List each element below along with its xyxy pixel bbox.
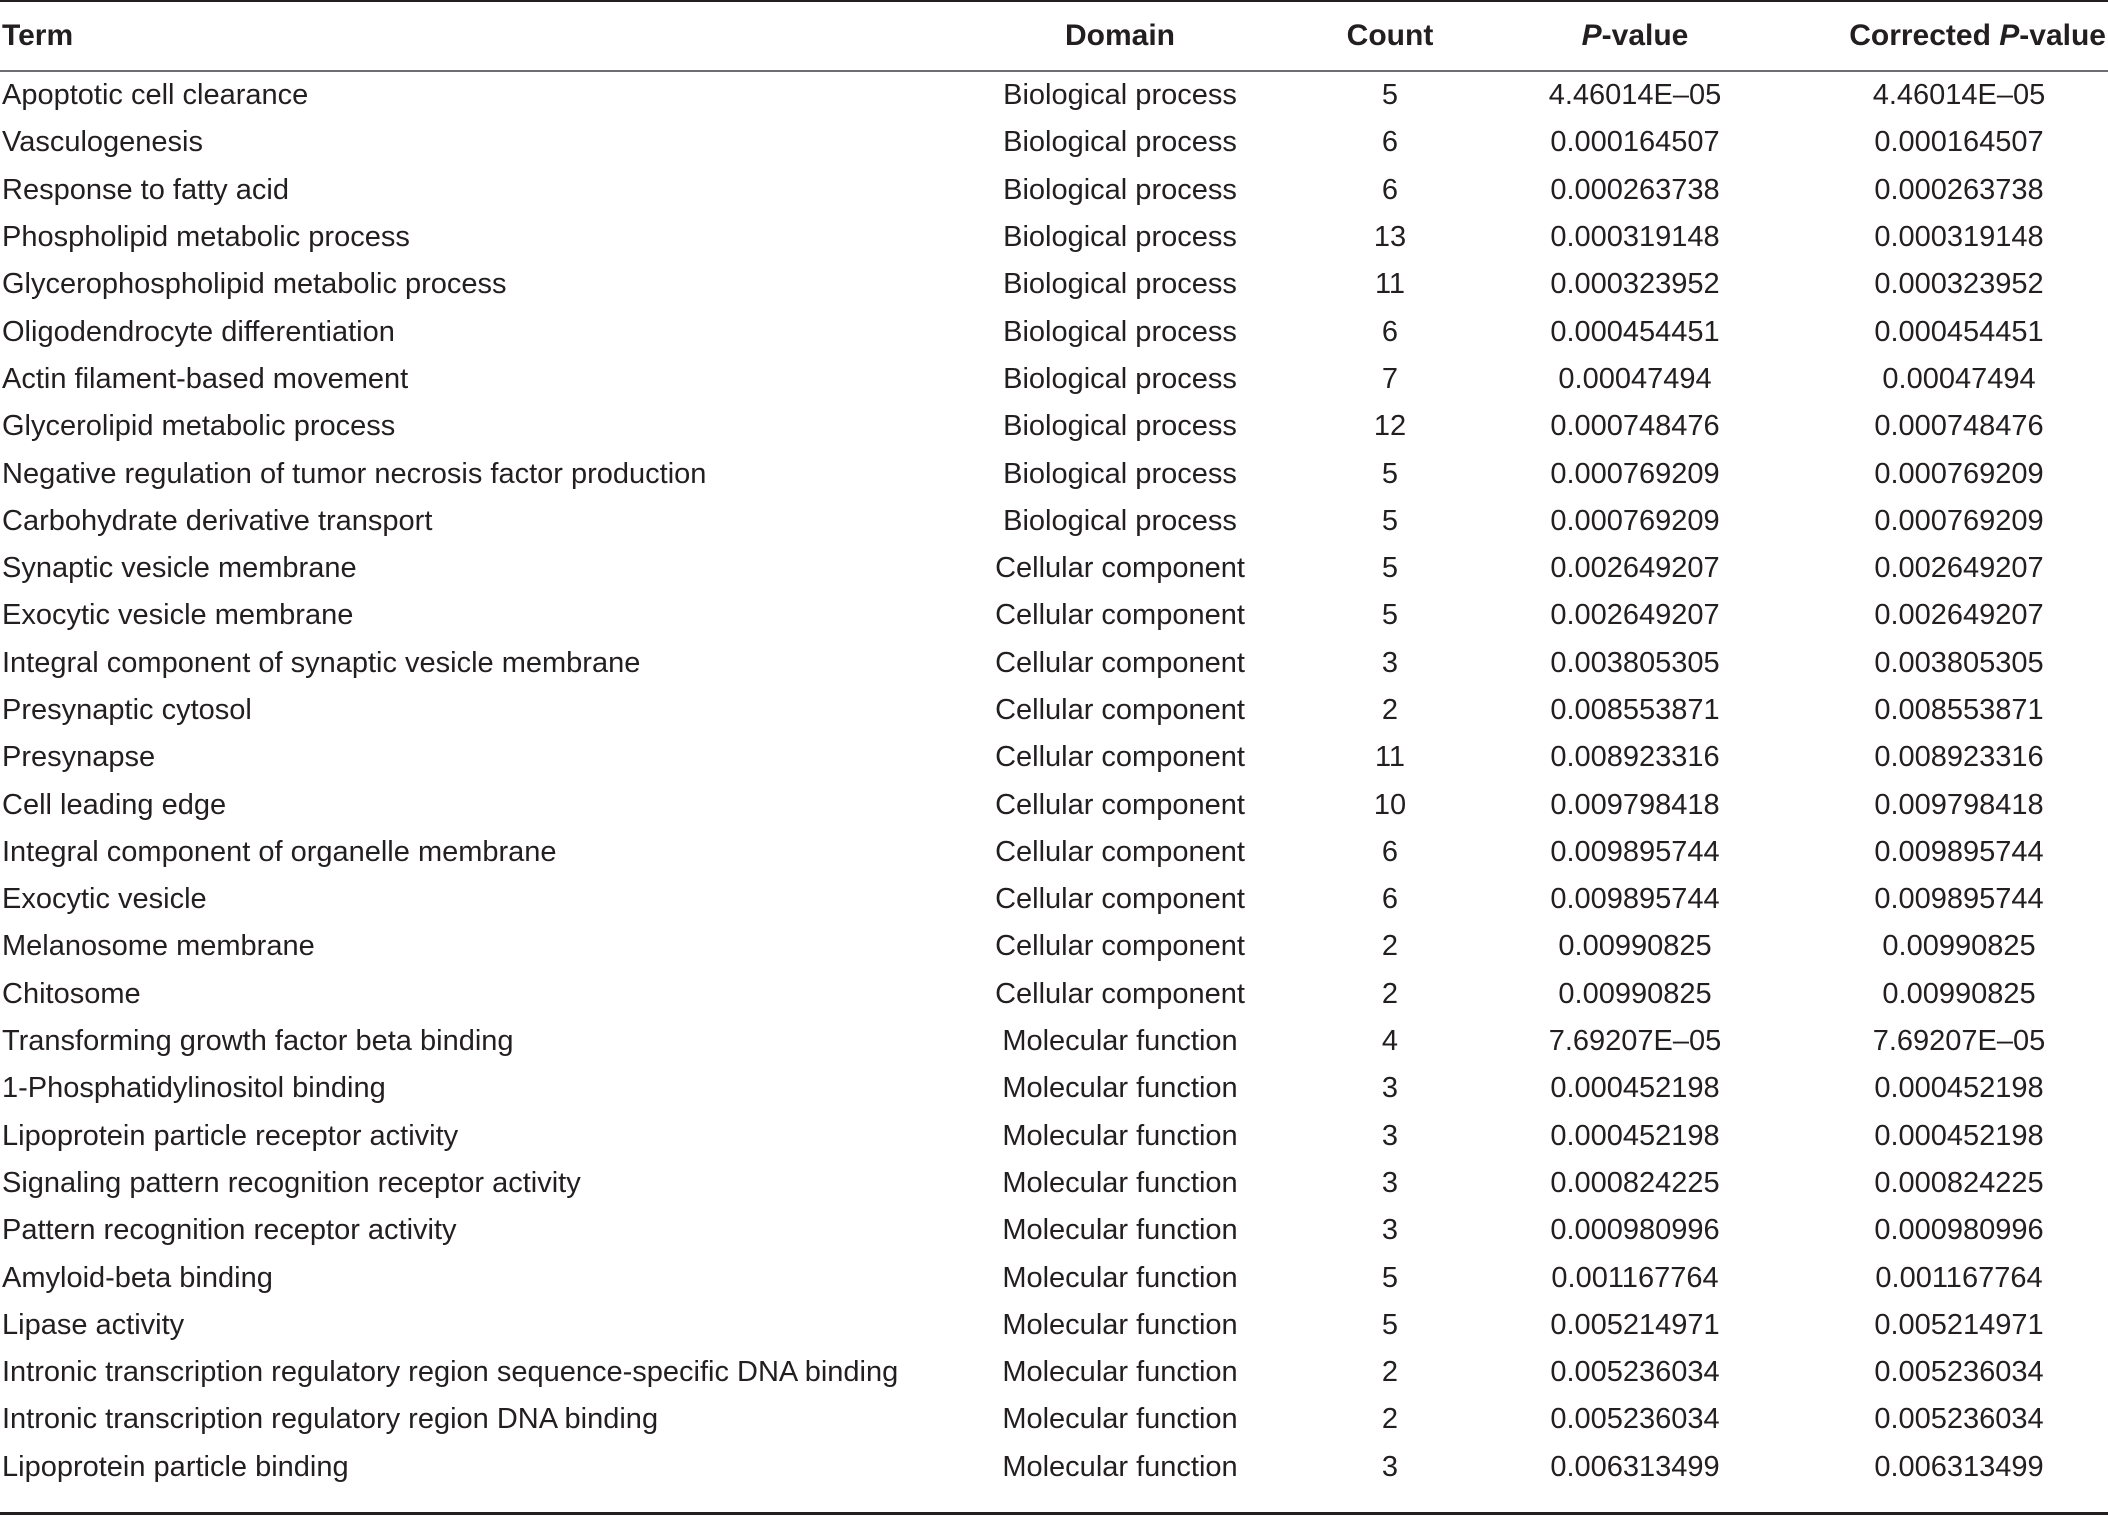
header-corrected-p-value [1790, 0, 2108, 72]
cell-domain: Biological process [1003, 79, 1237, 112]
cell-corrected-p-value: 0.000748476 [1874, 410, 2044, 443]
cell-term: Vasculogenesis [2, 126, 203, 159]
cell-corrected-p-value: 0.003805305 [1874, 646, 2044, 679]
cell-count: 12 [1373, 410, 1407, 443]
cell-domain: Molecular function [1002, 1214, 1238, 1247]
cell-p-value: 0.008923316 [1550, 741, 1720, 774]
cell-term: Exocytic vesicle [2, 883, 207, 916]
cell-corrected-p-value: 0.000769209 [1874, 457, 2044, 490]
table-bottom-rule [0, 1512, 2108, 1515]
table-row [0, 1113, 2108, 1160]
cell-term: Glycerophospholipid metabolic process [2, 268, 507, 301]
cell-corrected-p-value: 0.009798418 [1874, 788, 2044, 821]
cell-p-value: 0.002649207 [1550, 599, 1720, 632]
cell-term: Intronic transcription regulatory region DNA binding [2, 1403, 659, 1436]
cell-p-value: 7.69207E–05 [1548, 1025, 1722, 1058]
cell-domain: Cellular component [995, 741, 1245, 774]
table-row [0, 592, 2108, 639]
table-row [0, 876, 2108, 923]
cell-count: 6 [1381, 835, 1399, 868]
table-row [0, 687, 2108, 734]
header-p-value [1480, 0, 1790, 72]
table-row [0, 829, 2108, 876]
cell-corrected-p-value: 0.000769209 [1874, 504, 2044, 537]
cell-term: Apoptotic cell clearance [2, 79, 309, 112]
table-row [0, 167, 2108, 214]
cell-p-value: 0.009895744 [1550, 835, 1720, 868]
table-row [0, 1207, 2108, 1254]
cell-domain: Biological process [1003, 410, 1237, 443]
cell-p-value: 0.005236034 [1550, 1356, 1720, 1389]
cell-domain: Molecular function [1002, 1356, 1238, 1389]
cell-p-value: 0.000769209 [1550, 504, 1720, 537]
cell-domain: Cellular component [995, 646, 1245, 679]
cell-term: Integral component of organelle membrane [2, 835, 557, 868]
cell-term: Intronic transcription regulatory region sequence-specific DNA binding [2, 1356, 899, 1389]
cell-domain: Cellular component [995, 788, 1245, 821]
cell-count: 2 [1381, 1403, 1399, 1436]
cell-count: 6 [1381, 315, 1399, 348]
cell-term: Presynaptic cytosol [2, 694, 252, 726]
table-row [0, 1065, 2108, 1112]
cell-term: Negative regulation of tumor necrosis factor production [2, 457, 707, 490]
table-row [0, 356, 2108, 403]
cell-term: Pattern recognition receptor activity [2, 1214, 457, 1247]
cell-p-value: 0.009798418 [1550, 788, 1720, 821]
cell-domain: Cellular component [995, 977, 1245, 1010]
cell-count: 6 [1381, 883, 1399, 916]
table-row [0, 72, 2108, 119]
cell-term: Signaling pattern recognition receptor activity [2, 1166, 581, 1199]
cell-p-value: 0.000452198 [1550, 1119, 1720, 1152]
cell-p-value: 0.000323952 [1550, 268, 1720, 301]
table-row [0, 640, 2108, 687]
cell-domain: Cellular component [995, 883, 1245, 916]
cell-domain: Biological process [1003, 221, 1237, 254]
header-corrected-prefix: Corrected [1849, 19, 2000, 52]
table-row [0, 1349, 2108, 1396]
header-corrected-italic: P [1999, 19, 2020, 52]
cell-p-value: 0.005214971 [1550, 1308, 1720, 1341]
table-row [0, 545, 2108, 592]
cell-corrected-p-value: 0.009895744 [1874, 883, 2044, 916]
cell-p-value: 0.000263738 [1550, 173, 1720, 206]
cell-domain: Biological process [1003, 315, 1237, 348]
table-row [0, 781, 2108, 828]
cell-domain: Molecular function [1002, 1119, 1238, 1152]
cell-p-value: 0.00990825 [1558, 930, 1712, 963]
cell-corrected-p-value: 0.005214971 [1874, 1308, 2044, 1341]
cell-count: 5 [1381, 599, 1399, 632]
cell-count: 6 [1381, 126, 1399, 159]
cell-p-value: 0.000980996 [1550, 1214, 1720, 1247]
cell-term: Transforming growth factor beta binding [2, 1025, 514, 1058]
cell-p-value: 0.003805305 [1550, 646, 1720, 679]
cell-count: 3 [1381, 1450, 1399, 1483]
cell-term: Glycerolipid metabolic process [2, 410, 396, 443]
cell-domain: Molecular function [1002, 1072, 1238, 1105]
cell-corrected-p-value: 0.005236034 [1874, 1403, 2044, 1436]
table-row [0, 734, 2108, 781]
cell-corrected-p-value: 0.000319148 [1874, 221, 2044, 254]
cell-term: Oligodendrocyte differentiation [2, 315, 395, 348]
cell-p-value: 0.009895744 [1550, 883, 1720, 916]
cell-term: Phospholipid metabolic process [2, 221, 410, 254]
cell-count: 5 [1381, 504, 1399, 537]
cell-count: 5 [1381, 552, 1399, 585]
cell-corrected-p-value: 0.008923316 [1874, 741, 2044, 774]
cell-count: 3 [1381, 1072, 1399, 1105]
cell-corrected-p-value: 0.000454451 [1874, 315, 2044, 348]
cell-count: 4 [1381, 1025, 1399, 1058]
cell-corrected-p-value: 0.000452198 [1874, 1072, 2044, 1105]
table-row [0, 1396, 2108, 1443]
cell-domain: Cellular component [995, 552, 1245, 585]
table-body [0, 72, 2108, 1491]
cell-corrected-p-value: 0.005236034 [1874, 1356, 2044, 1389]
cell-term: Carbohydrate derivative transport [2, 504, 433, 537]
cell-corrected-p-value: 0.000452198 [1874, 1119, 2044, 1152]
cell-count: 3 [1381, 1166, 1399, 1199]
cell-term: Melanosome membrane [2, 930, 315, 963]
cell-count: 2 [1381, 930, 1399, 963]
cell-p-value: 0.00990825 [1558, 977, 1712, 1010]
cell-p-value: 0.000824225 [1550, 1166, 1720, 1199]
cell-domain: Biological process [1003, 362, 1237, 395]
header-corrected-suffix: -value [2019, 19, 2106, 52]
cell-corrected-p-value: 0.00047494 [1882, 362, 2036, 395]
cell-term: Lipoprotein particle binding [2, 1450, 349, 1483]
cell-count: 11 [1374, 741, 1406, 774]
table-row [0, 1254, 2108, 1301]
cell-domain: Biological process [1003, 504, 1237, 537]
cell-corrected-p-value: 0.008553871 [1874, 694, 2044, 726]
header-term: Term [2, 19, 74, 52]
cell-corrected-p-value: 7.69207E–05 [1872, 1025, 2046, 1058]
table-row [0, 1302, 2108, 1349]
cell-term: 1-Phosphatidylinositol binding [2, 1072, 386, 1105]
table-row [0, 214, 2108, 261]
cell-term: Cell leading edge [2, 788, 227, 821]
cell-domain: Cellular component [995, 835, 1245, 868]
cell-p-value: 0.000164507 [1550, 126, 1720, 159]
cell-domain: Biological process [1003, 173, 1237, 206]
cell-p-value: 0.000319148 [1550, 221, 1720, 254]
table-row [0, 403, 2108, 450]
cell-corrected-p-value: 0.000164507 [1874, 126, 2044, 159]
cell-term: Chitosome [2, 977, 141, 1010]
cell-term: Response to fatty acid [2, 173, 289, 206]
cell-domain: Cellular component [995, 599, 1245, 632]
cell-corrected-p-value: 4.46014E–05 [1872, 79, 2046, 112]
cell-count: 7 [1381, 362, 1399, 395]
cell-domain: Molecular function [1002, 1166, 1238, 1199]
cell-term: Lipase activity [2, 1308, 185, 1341]
cell-corrected-p-value: 0.006313499 [1874, 1450, 2044, 1483]
cell-p-value: 0.002649207 [1550, 552, 1720, 585]
cell-corrected-p-value: 0.000323952 [1874, 268, 2044, 301]
header-domain: Domain [1064, 19, 1175, 52]
cell-corrected-p-value: 0.000824225 [1874, 1166, 2044, 1199]
cell-p-value: 0.000452198 [1550, 1072, 1720, 1105]
table-row [0, 450, 2108, 497]
cell-p-value: 0.000748476 [1550, 410, 1720, 443]
cell-domain: Molecular function [1002, 1261, 1238, 1294]
header-row [0, 0, 2108, 72]
header-count: Count [1346, 19, 1434, 52]
table-header [0, 0, 2108, 72]
cell-p-value: 4.46014E–05 [1548, 79, 1722, 112]
cell-term: Lipoprotein particle receptor activity [2, 1119, 459, 1152]
cell-corrected-p-value: 0.009895744 [1874, 835, 2044, 868]
cell-domain: Molecular function [1002, 1450, 1238, 1483]
cell-count: 3 [1381, 1119, 1399, 1152]
cell-count: 2 [1381, 1356, 1399, 1389]
table-row [0, 971, 2108, 1018]
cell-count: 11 [1374, 268, 1406, 301]
cell-term: Integral component of synaptic vesicle membrane [2, 646, 641, 679]
cell-count: 6 [1381, 173, 1399, 206]
cell-corrected-p-value: 0.00990825 [1882, 930, 2036, 963]
cell-corrected-p-value: 0.000980996 [1874, 1214, 2044, 1247]
table-row [0, 119, 2108, 166]
cell-domain: Molecular function [1002, 1308, 1238, 1341]
cell-domain: Biological process [1003, 457, 1237, 490]
cell-corrected-p-value: 0.00990825 [1882, 977, 2036, 1010]
table-row [0, 1160, 2108, 1207]
cell-p-value: 0.000454451 [1550, 315, 1720, 348]
cell-corrected-p-value: 0.001167764 [1875, 1261, 2043, 1294]
cell-p-value: 0.005236034 [1550, 1403, 1720, 1436]
cell-domain: Molecular function [1002, 1403, 1238, 1436]
header-p-italic: P [1581, 19, 1602, 52]
cell-corrected-p-value: 0.002649207 [1874, 552, 2044, 585]
table-row [0, 923, 2108, 970]
cell-term: Exocytic vesicle membrane [2, 599, 354, 632]
cell-domain: Cellular component [995, 694, 1245, 726]
cell-count: 5 [1381, 457, 1399, 490]
table-row [0, 261, 2108, 308]
cell-domain: Biological process [1003, 126, 1237, 159]
table-row [0, 498, 2108, 545]
cell-p-value: 0.00047494 [1558, 362, 1712, 395]
table-row [0, 1018, 2108, 1065]
cell-p-value: 0.000769209 [1550, 457, 1720, 490]
cell-count: 2 [1381, 977, 1399, 1010]
cell-term: Synaptic vesicle membrane [2, 552, 357, 585]
cell-term: Presynapse [2, 741, 156, 774]
cell-domain: Molecular function [1002, 1025, 1238, 1058]
header-p-suffix: -value [1601, 19, 1689, 52]
cell-domain: Cellular component [995, 930, 1245, 963]
cell-p-value: 0.001167764 [1551, 1261, 1719, 1294]
table-row [0, 308, 2108, 355]
cell-count: 5 [1381, 1261, 1399, 1294]
cell-count: 13 [1373, 221, 1407, 254]
cell-p-value: 0.008553871 [1550, 694, 1720, 726]
cell-corrected-p-value: 0.000263738 [1874, 173, 2044, 206]
cell-corrected-p-value: 0.002649207 [1874, 599, 2044, 632]
cell-count: 3 [1381, 1214, 1399, 1247]
cell-count: 5 [1381, 1308, 1399, 1341]
cell-term: Amyloid-beta binding [2, 1261, 273, 1294]
cell-count: 10 [1373, 788, 1407, 821]
cell-count: 3 [1381, 646, 1399, 679]
cell-domain: Biological process [1003, 268, 1237, 301]
table-row [0, 1444, 2108, 1491]
cell-count: 5 [1381, 79, 1399, 112]
cell-count: 2 [1381, 694, 1399, 726]
cell-term: Actin filament-based movement [2, 362, 409, 395]
cell-p-value: 0.006313499 [1550, 1450, 1720, 1483]
